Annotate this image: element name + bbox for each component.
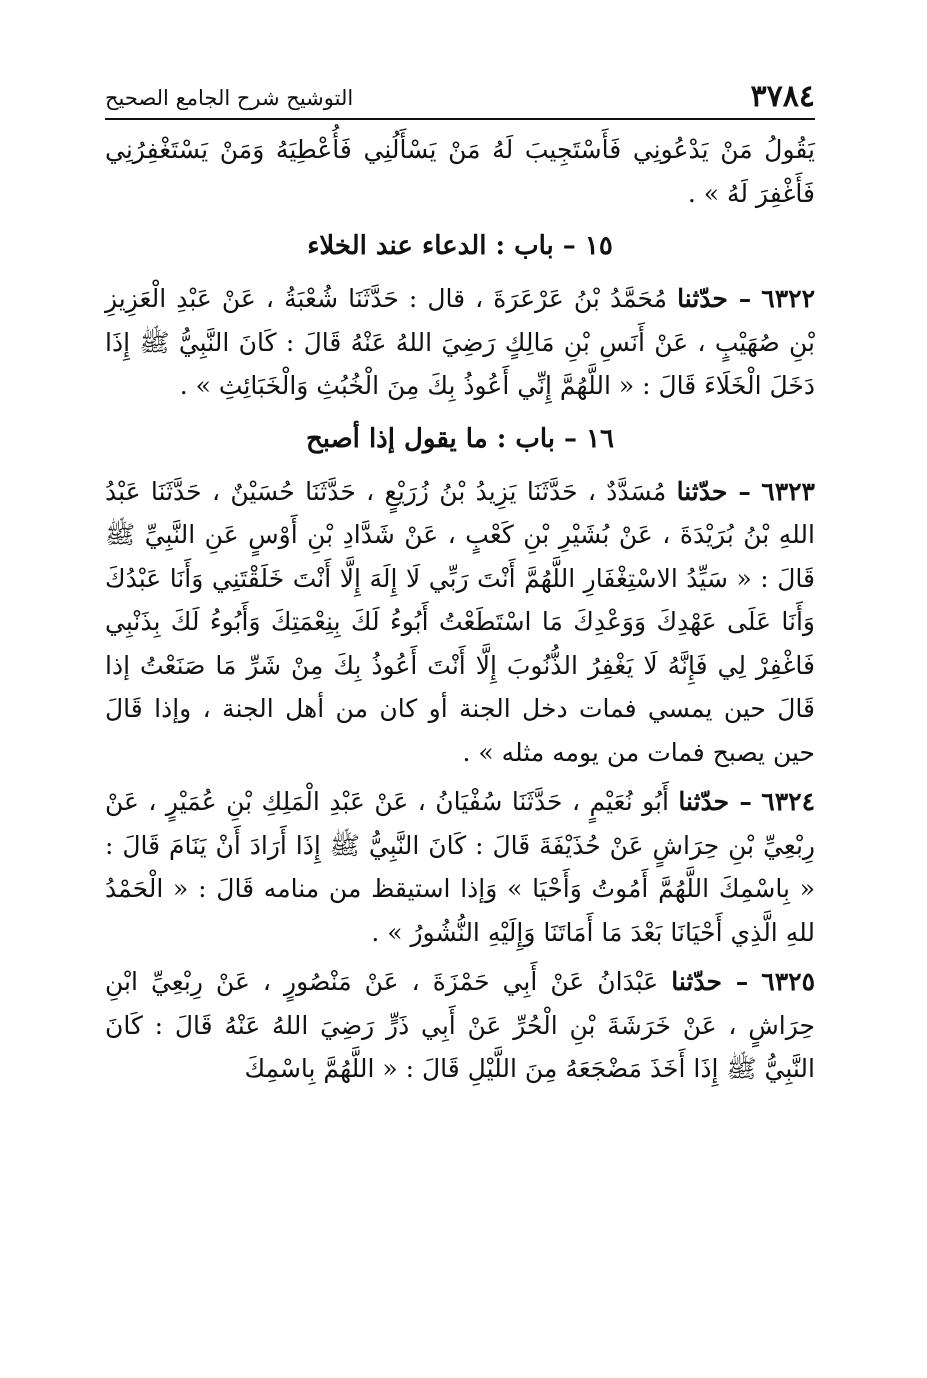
- hadith-text: عَبْدَانُ عَنْ أَبِي حَمْزَةَ ، عَنْ مَنْصُورٍ ، عَنْ رِبْعِيِّ ابْنِ حِرَاشٍ ، عَنْ خَرَشَةَ بْنِ الْحُرِّ عَنْ أَبِي ذَرٍّ رَضِيَ اللهُ عَنْهُ قَالَ : كَانَ النَّبِيُّ ﷺ إِذَا أَخَذَ مَضْجَعَهُ مِنَ اللَّيْلِ قَالَ : « اللَّهُمَّ بِاسْمِكَ: [105, 967, 815, 1083]
- hadith-number: ٦٣٢٣: [761, 476, 815, 506]
- book-page: [105, 78, 815, 1091]
- hadith-6324: ٦٣٢٤ – حدّثنا أَبُو نُعَيْمٍ ، حَدَّثَنَا سُفْيَانُ ، عَنْ عَبْدِ الْمَلِكِ بْنِ عُمَيْرٍ ، عَنْ رِبْعِيِّ بْنِ حِرَاشٍ عَنْ حُذَيْفَةَ قَالَ : كَانَ النَّبِيُّ ﷺ إِذَا أَرَادَ أَنْ يَنَامَ قَالَ : « بِاسْمِكَ اللَّهُمَّ أَمُوتُ وَأَحْيَا » وَإذا استيقظ من منامه قَالَ : « الْحَمْدُ للهِ الَّذِي أَحْيَانَا بَعْدَ مَا أَمَاتَنَا وَإِلَيْهِ النُّشُورُ » .: [105, 787, 815, 947]
- hadith-lead: حدّثنا: [671, 967, 722, 996]
- hadith-6325: ٦٣٢٥ – حدّثنا عَبْدَانُ عَنْ أَبِي حَمْزَةَ ، عَنْ مَنْصُورٍ ، عَنْ رِبْعِيِّ ابْنِ حِرَاشٍ ، عَنْ خَرَشَةَ بْنِ الْحُرِّ عَنْ أَبِي ذَرٍّ رَضِيَ اللهُ عَنْهُ قَالَ : كَانَ النَّبِيُّ ﷺ إِذَا أَخَذَ مَضْجَعَهُ مِنَ اللَّيْلِ قَالَ : « اللَّهُمَّ بِاسْمِكَ: [105, 967, 816, 1083]
- hadith-lead: حدّثنا: [677, 284, 728, 313]
- page-header: [105, 78, 815, 120]
- chapter-heading-16: ١٦ – باب : ما يقول إذا أصبح: [305, 423, 615, 454]
- page-content: [105, 120, 815, 1091]
- hadith-number: ٦٣٢٢: [761, 284, 815, 313]
- hadith-number: ٦٣٢٤: [761, 787, 815, 816]
- hadith-6322: ٦٣٢٢ – حدّثنا مُحَمَّدُ بْنُ عَرْعَرَةَ ، قال : حَدَّثَنَا شُعْبَةُ ، عَنْ عَبْدِ الْعَزِيزِ بْنِ صُهَيْبٍ ، عَنْ أَنَسِ بْنِ مَالِكٍ رَضِيَ اللهُ عَنْهُ قَالَ : كَانَ النَّبِيُّ ﷺ إِذَا دَخَلَ الْخَلَاءَ قَالَ : « اللَّهُمَّ إِنِّي أَعُوذُ بِكَ مِنَ الْخُبُثِ وَالْخَبَائِثِ » .: [105, 284, 815, 400]
- continued-paragraph: يَقُولُ مَنْ يَدْعُونِي فَأَسْتَجِيبَ لَهُ مَنْ يَسْأَلُنِي فَأُعْطِيَهُ وَمَنْ يَسْتَغْفِرُنِي فَأَغْفِرَ لَهُ » .: [105, 135, 815, 208]
- hadith-text: مُسَدَّدٌ ، حَدَّثَنَا يَزِيدُ بْنُ زُرَيْعٍ ، حَدَّثَنَا حُسَيْنٌ ، حَدَّثَنَا عَبْدُ اللهِ بْنُ بُرَيْدَةَ ، عَنْ بُشَيْرِ بْنِ كَعْبٍ ، عَنْ شَدَّادِ بْنِ أَوْسٍ عَنِ النَّبِيِّ ﷺ قَالَ : « سَيِّدُ الاسْتِغْفَارِ اللَّهُمَّ أَنْتَ رَبِّي لَا إِلَهَ إِلَّا أَنْتَ خَلَقْتَنِي وَأَنَا عَبْدُكَ وَأَنَا عَلَى عَهْدِكَ وَوَعْدِكَ مَا اسْتَطَعْتُ أَبُوءُ لَكَ بِنِعْمَتِكَ وَأَبُوءُ لَكَ بِذَنْبِي فَاغْفِرْ لِي فَإِنَّهُ لَا يَغْفِرُ الذُّنُوبَ إِلَّا أَنْتَ أَعُوذُ بِكَ مِنْ شَرِّ مَا صَنَعْتُ إذا قَالَ حين يمسي فمات دخل الجنة أو كان من أهل الجنة ، وإذا قَالَ حين يصبح فمات من يومه مثله » .: [105, 476, 815, 767]
- chapter-heading-15: ١٥ – باب : الدعاء عند الخلاء: [307, 231, 613, 261]
- hadith-text: أَبُو نُعَيْمٍ ، حَدَّثَنَا سُفْيَانُ ، عَنْ عَبْدِ الْمَلِكِ بْنِ عُمَيْرٍ ، عَنْ رِبْعِيِّ بْنِ حِرَاشٍ عَنْ حُذَيْفَةَ قَالَ : كَانَ النَّبِيُّ ﷺ إِذَا أَرَادَ أَنْ يَنَامَ قَالَ : « بِاسْمِكَ اللَّهُمَّ أَمُوتُ وَأَحْيَا » وَإذا استيقظ من منامه قَالَ : « الْحَمْدُ للهِ الَّذِي أَحْيَانَا بَعْدَ مَا أَمَاتَنَا وَإِلَيْهِ النُّشُورُ » .: [105, 787, 815, 947]
- hadith-lead: حدّثنا: [676, 476, 728, 506]
- hadith-text: مُحَمَّدُ بْنُ عَرْعَرَةَ ، قال : حَدَّثَنَا شُعْبَةُ ، عَنْ عَبْدِ الْعَزِيزِ بْنِ صُهَيْبٍ ، عَنْ أَنَسِ بْنِ مَالِكٍ رَضِيَ اللهُ عَنْهُ قَالَ : كَانَ النَّبِيُّ ﷺ إِذَا دَخَلَ الْخَلَاءَ قَالَ : « اللَّهُمَّ إِنِّي أَعُوذُ بِكَ مِنَ الْخُبُثِ وَالْخَبَائِثِ » .: [105, 284, 815, 400]
- book-title: التوشيح شرح الجامع الصحيح: [105, 86, 354, 110]
- hadith-number: ٦٣٢٥: [761, 967, 816, 996]
- page-number: ٣٧٨٤: [750, 79, 815, 114]
- hadith-lead: حدّثنا: [678, 787, 730, 816]
- hadith-6323: ٦٣٢٣ – حدّثنا مُسَدَّدٌ ، حَدَّثَنَا يَزِيدُ بْنُ زُرَيْعٍ ، حَدَّثَنَا حُسَيْنٌ ، حَدَّثَنَا عَبْدُ اللهِ بْنُ بُرَيْدَةَ ، عَنْ بُشَيْرِ بْنِ كَعْبٍ ، عَنْ شَدَّادِ بْنِ أَوْسٍ عَنِ النَّبِيِّ ﷺ قَالَ : « سَيِّدُ الاسْتِغْفَارِ اللَّهُمَّ أَنْتَ رَبِّي لَا إِلَهَ إِلَّا أَنْتَ خَلَقْتَنِي وَأَنَا عَبْدُكَ وَأَنَا عَلَى عَهْدِكَ وَوَعْدِكَ مَا اسْتَطَعْتُ أَبُوءُ لَكَ بِنِعْمَتِكَ وَأَبُوءُ لَكَ بِذَنْبِي فَاغْفِرْ لِي فَإِنَّهُ لَا يَغْفِرُ الذُّنُوبَ إِلَّا أَنْتَ أَعُوذُ بِكَ مِنْ شَرِّ مَا صَنَعْتُ إذا قَالَ حين يمسي فمات دخل الجنة أو كان من أهل الجنة ، وإذا قَالَ حين يصبح فمات من يومه مثله » .: [105, 476, 815, 767]
